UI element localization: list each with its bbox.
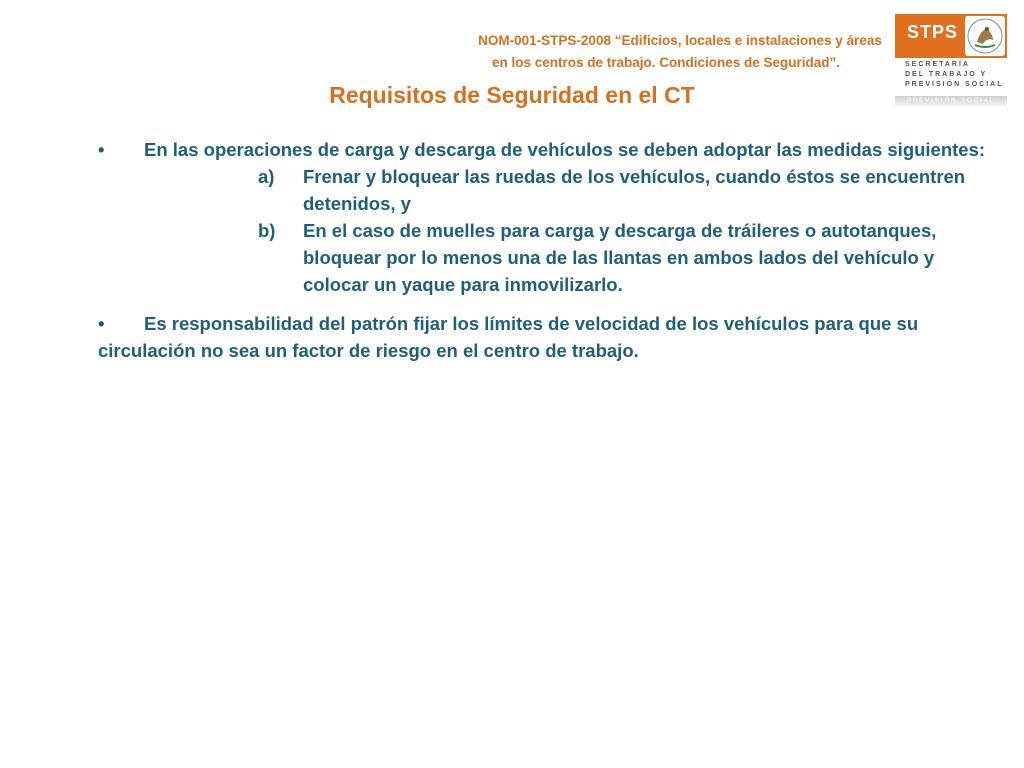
sub-item-b (98, 217, 988, 298)
sub-marker-a: a) (258, 166, 275, 187)
slide-title: Requisitos de Seguridad en el CT (329, 82, 695, 108)
sub-list (98, 163, 988, 298)
bullet-paragraph-1 (98, 136, 988, 163)
norm-header (470, 30, 890, 74)
sub-marker-b: b) (258, 220, 276, 241)
bullet-paragraph-2 (98, 310, 988, 364)
slide-content (98, 136, 988, 376)
stps-logo-footer: PREVISIÓN SOCIAL (895, 96, 1007, 106)
stps-logo-box (895, 14, 1007, 58)
sub-text-b: En el caso de muelles para carga y descarga de tráileres o autotanques, bloquear por lo menos una de las llantas en ambos lados del vehículo y colocar un yaque para inmovilizarlo. (303, 220, 937, 295)
sub-text-a: Frenar y bloquear las ruedas de los vehículos, cuando éstos se encuentren detenidos, y (303, 166, 966, 214)
bullet-marker: • (98, 313, 105, 334)
norm-header-line-1: NOM-001-STPS-2008 “Edificios, locales e instalaciones y áreas (478, 33, 882, 48)
stps-logo-line-3: PREVISIÓN SOCIAL (905, 81, 1004, 88)
stps-logo-line-1: SECRETARÍA (905, 61, 970, 68)
bullet-marker: • (98, 139, 105, 160)
bullet-text-2: Es responsabilidad del patrón fijar los límites de velocidad de los vehículos para que su circulación no sea un factor de riesgo en el centro de trabajo. (98, 313, 919, 361)
bullet-text-1: En las operaciones de carga y descarga de vehículos se deben adoptar las medidas siguientes: (144, 139, 986, 160)
bullet-item-1 (98, 136, 988, 298)
norm-header-line-2: en los centros de trabajo. Condiciones de Seguridad”. (491, 55, 841, 70)
sub-item-a (98, 163, 988, 217)
bullet-item-2 (98, 310, 988, 364)
mexican-eagle-seal-icon (965, 16, 1005, 56)
stps-logo-word: STPS (907, 22, 959, 42)
stps-logo-line-2: DEL TRABAJO Y (905, 71, 988, 78)
